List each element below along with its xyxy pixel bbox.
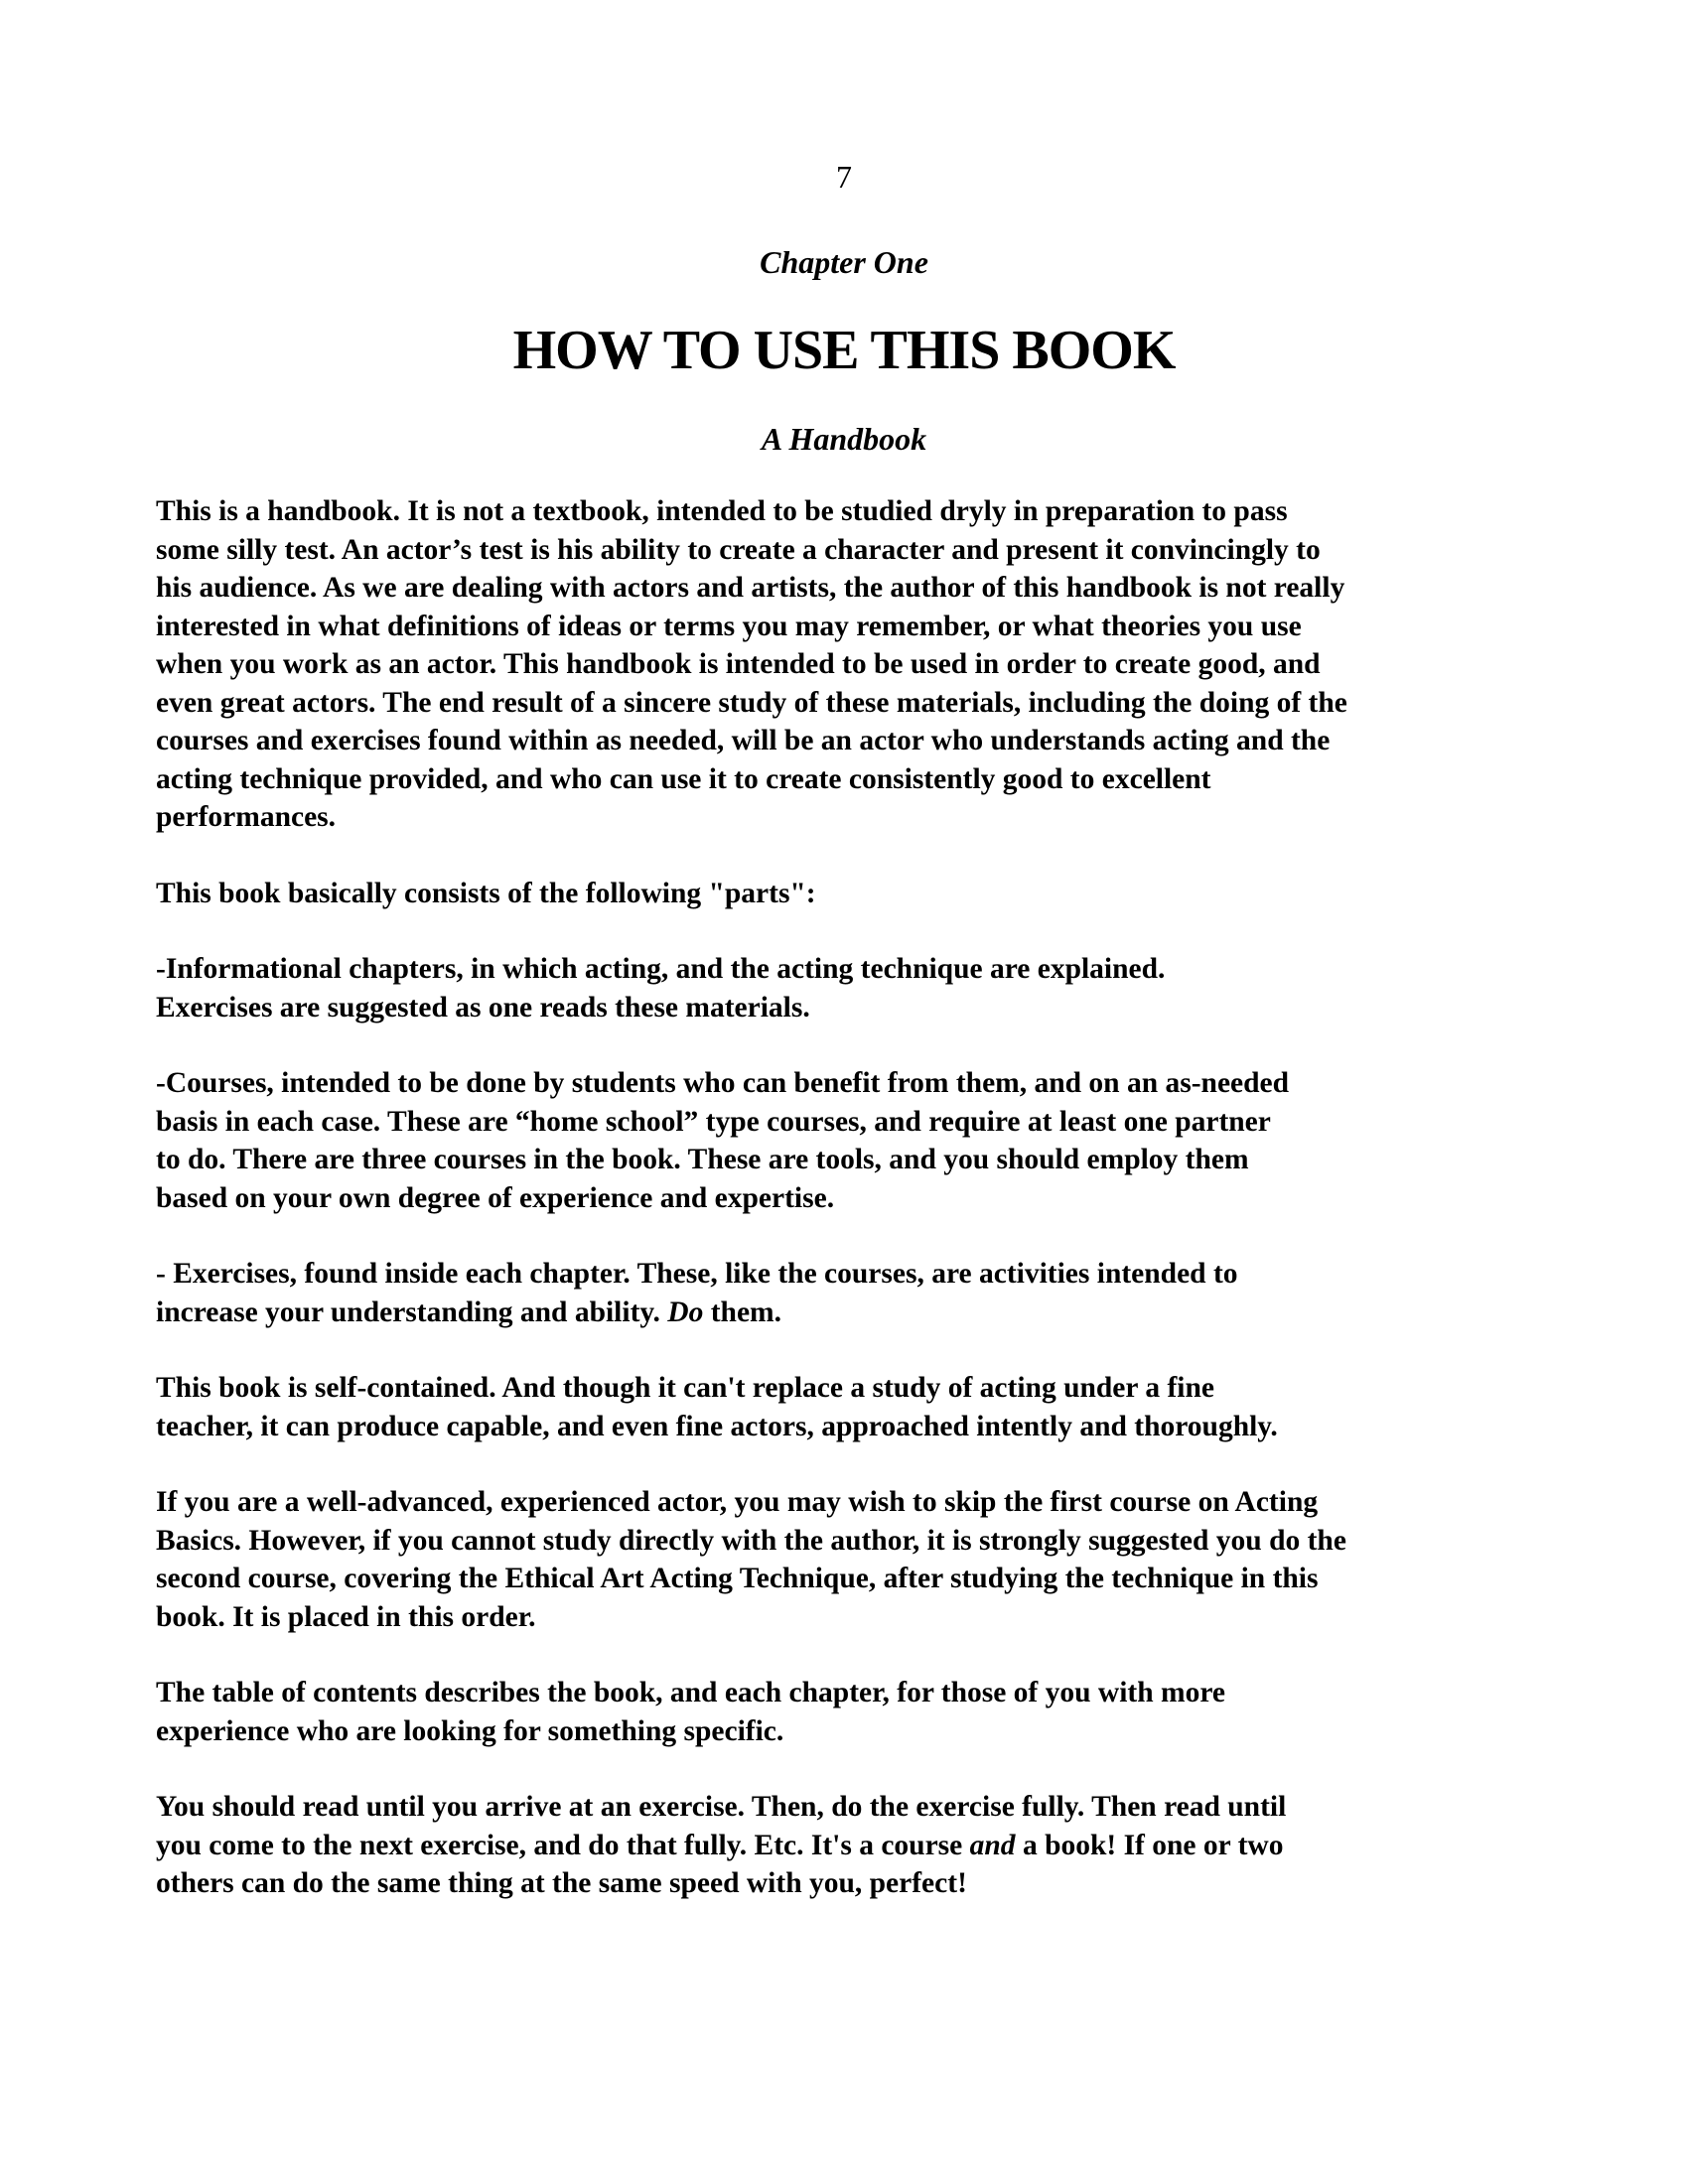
paragraph-courses: [156, 1064, 1536, 1217]
paragraph-parts: [156, 875, 1536, 913]
text-line: book. It is placed in this order.: [156, 1600, 536, 1633]
page-number: 7: [836, 159, 852, 195]
text-line: when you work as an actor. This handbook is intended to be used in order to create good, and: [156, 648, 1321, 680]
text-run: them.: [703, 1296, 781, 1328]
paragraph-exercises: [156, 1255, 1536, 1331]
emphasis-text: and: [969, 1829, 1016, 1861]
paragraph-informational-chapters: [156, 950, 1536, 1026]
text-line: interested in what definitions of ideas or terms you may remember, or what theories you use: [156, 610, 1302, 642]
text-run: increase your understanding and ability.: [156, 1296, 668, 1328]
text-line: -Courses, intended to be done by students who can benefit from them, and on an as-needed: [156, 1067, 1290, 1099]
paragraph-self-contained: [156, 1369, 1536, 1445]
text-line: -Informational chapters, in which acting, and the acting technique are explained.: [156, 953, 1166, 985]
text-run: a book! If one or two: [1015, 1829, 1284, 1861]
text-line: - Exercises, found inside each chapter. These, like the courses, are activities intended to: [156, 1258, 1238, 1290]
text-line: acting technique provided, and who can use it to create consistently good to excellent: [156, 762, 1211, 795]
text-line: his audience. As we are dealing with actors and artists, the author of this handbook is not really: [156, 572, 1345, 604]
text-line: [156, 1827, 1536, 1865]
paragraph-table-of-contents: [156, 1674, 1536, 1750]
text-line: experience who are looking for something specific.: [156, 1714, 784, 1747]
text-line: This book is self-contained. And though it can't replace a study of acting under a fine: [156, 1372, 1214, 1404]
section-subtitle: A Handbook: [761, 421, 927, 457]
chapter-label: Chapter One: [760, 244, 928, 280]
text-line: [156, 1294, 1536, 1332]
text-line: teacher, it can produce capable, and even fine actors, approached intently and thoroughly.: [156, 1410, 1278, 1442]
text-line: You should read until you arrive at an exercise. Then, do the exercise fully. Then read until: [156, 1791, 1287, 1823]
text-line: If you are a well-advanced, experienced actor, you may wish to skip the first course on Acting: [156, 1486, 1319, 1518]
text-line: second course, covering the Ethical Art Acting Technique, after studying the technique in this: [156, 1563, 1319, 1594]
paragraph-advanced-actors: [156, 1483, 1536, 1636]
text-line: basis in each case. These are “home school” type courses, and require at least one partner: [156, 1105, 1271, 1138]
text-line: This is a handbook. It is not a textbook, intended to be studied dryly in preparation to pass: [156, 495, 1288, 527]
text-line: Basics. However, if you cannot study directly with the author, it is strongly suggested you do the: [156, 1524, 1346, 1557]
text-line: Exercises are suggested as one reads these materials.: [156, 991, 810, 1024]
body-text: [156, 492, 1536, 1941]
text-line: The table of contents describes the book, and each chapter, for those of you with more: [156, 1677, 1225, 1708]
text-run: you come to the next exercise, and do that fully. Etc. It's a course: [156, 1829, 970, 1861]
paragraph-intro: [156, 492, 1536, 837]
text-line: to do. There are three courses in the book. These are tools, and you should employ them: [156, 1144, 1249, 1175]
text-line: based on your own degree of experience and expertise.: [156, 1181, 835, 1214]
text-line: even great actors. The end result of a sincere study of these materials, including the doing of the: [156, 686, 1347, 719]
text-line: others can do the same thing at the same speed with you, perfect!: [156, 1867, 967, 1899]
paragraph-reading-instructions: [156, 1788, 1536, 1903]
chapter-title: HOW TO USE THIS BOOK: [512, 320, 1176, 381]
emphasis-text: Do: [667, 1296, 704, 1328]
text-line: courses and exercises found within as needed, will be an actor who understands acting and the: [156, 725, 1331, 756]
text-line: performances.: [156, 801, 337, 833]
text-line: some silly test. An actor’s test is his ability to create a character and present it convincingly to: [156, 533, 1321, 566]
text-line: This book basically consists of the following "parts":: [156, 877, 816, 909]
